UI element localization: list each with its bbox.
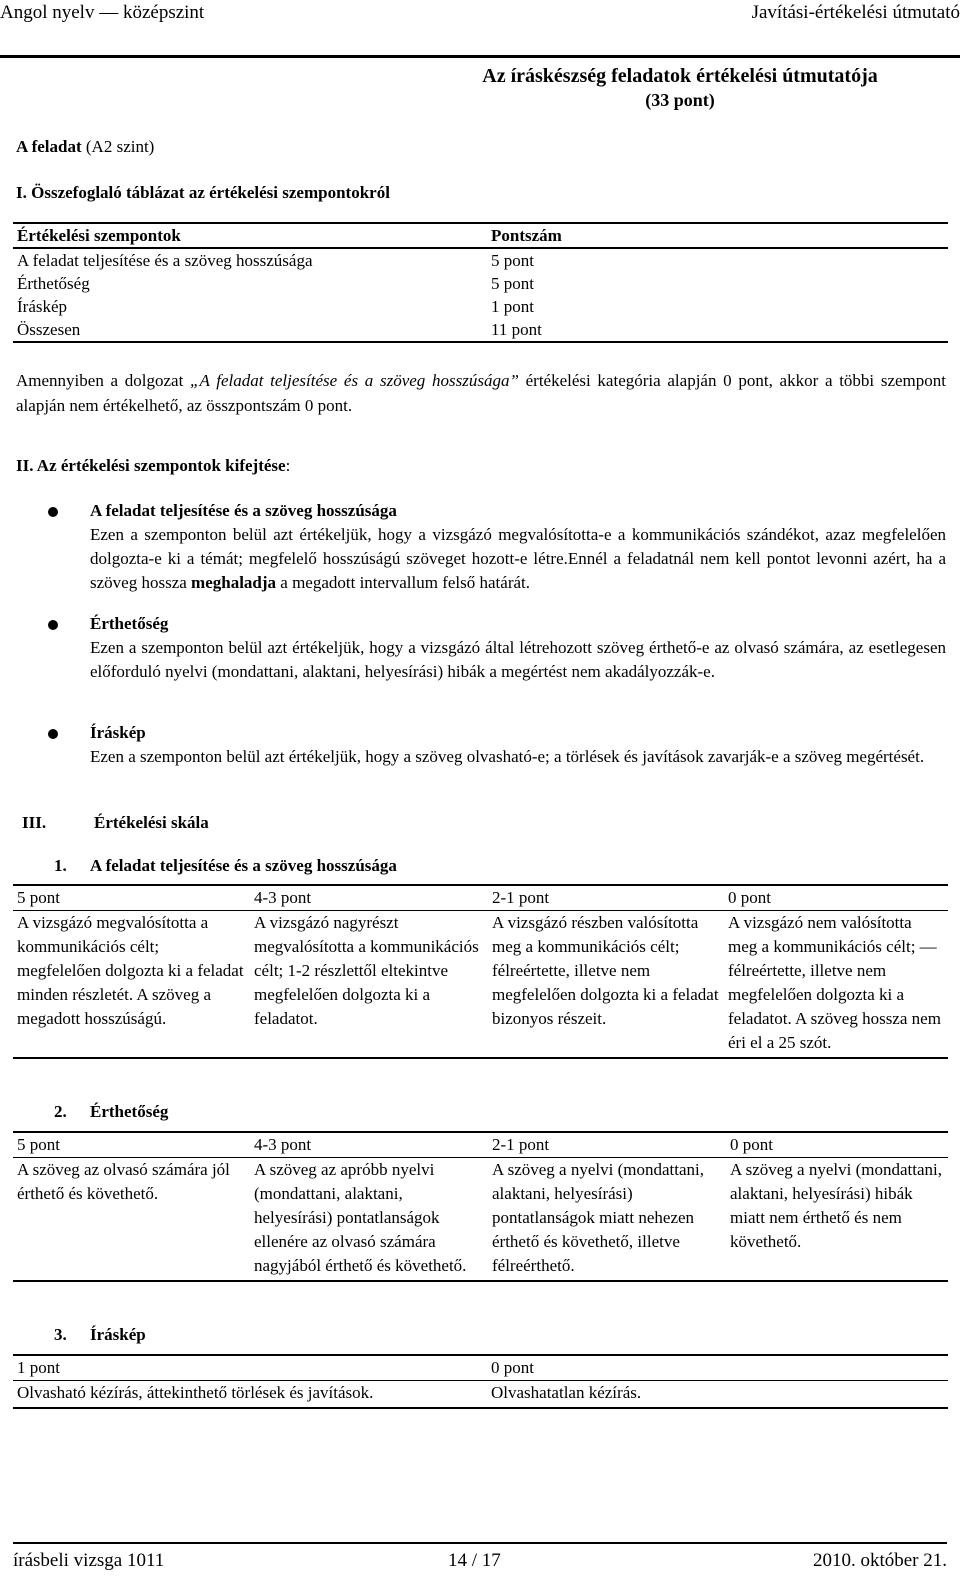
section-2-title [16, 455, 290, 477]
criterion-handwriting [90, 721, 946, 769]
section-2-colon: : [285, 456, 291, 475]
score-header: 2-1 pont [488, 885, 724, 911]
score-header: 5 pont [13, 1132, 250, 1158]
criterion-points: 1 pont [491, 297, 534, 316]
scale-2-title: Érthetőség [90, 1102, 169, 1121]
score-description: A szöveg a nyelvi (mondattani, alaktani, helyesírási) hibák miatt nem érthető és nem követhető. [726, 1158, 948, 1282]
title-points: (33 pont) [645, 90, 715, 110]
footer-rule [13, 1542, 947, 1544]
criterion-task-fulfilment [90, 499, 946, 595]
scale-description-row [13, 1158, 948, 1282]
criterion-title: Íráskép [90, 723, 146, 742]
total-points: 11 pont [487, 318, 948, 342]
section-3-title: Értékelési skála [94, 813, 209, 832]
scale-1-table [13, 884, 948, 1059]
task-label-level: (A2 szint) [81, 137, 155, 156]
section-3-number: III. [22, 813, 47, 832]
score-description: A vizsgázó nem valósította meg a kommunikációs célt; — félreértette, illetve nem megfelelően dolgozta ki a feladatot. A szöveg hossza nem éri el a 25 szót. [724, 911, 948, 1059]
bullet-icon [48, 507, 58, 517]
table-row [13, 248, 948, 272]
score-header: 1 pont [13, 1355, 487, 1381]
score-header: 0 pont [726, 1132, 948, 1158]
section-1-title: I. Összefoglaló táblázat az értékelési szempontokról [16, 183, 390, 202]
score-description: Olvashatatlan kézírás. [487, 1381, 948, 1409]
summary-table-header [13, 223, 948, 248]
note-text-end: értékelési kategória alapján 0 pont, akkor a többi szempont alapján nem értékelhető, az összpontszám 0 pont. [16, 371, 946, 415]
scale-3-table [13, 1354, 948, 1409]
summary-table [13, 222, 948, 343]
criterion-points: 5 pont [491, 274, 534, 293]
table-total-row [13, 318, 948, 342]
criterion-text-end: a megadott intervallum felső határát. [276, 573, 530, 592]
criterion-comprehensibility [90, 612, 946, 684]
score-description: A szöveg a nyelvi (mondattani, alaktani, helyesírási) pontatlanságok miatt nehezen érthető és követhető, illetve félreérthető. [488, 1158, 726, 1282]
table-row [13, 295, 948, 318]
scale-1-number: 1. [54, 856, 67, 875]
criterion-text: Ezen a szemponton belül azt értékeljük, hogy a vizsgázó megvalósította-e a kommunikációs szándékot, azaz megfelelően dolgozta-e ki a témát; megfelelő hosszúságú szöveget hozott-e létre.Ennél a feladatnál nem kell pontot levonni azért, ha a szöveg hossza [90, 525, 946, 592]
footer-page-number: 14 / 17 [448, 1550, 501, 1571]
section-2-title-bold: II. Az értékelési szempontok kifejtése [16, 456, 286, 475]
page-header [0, 0, 960, 64]
header-points: Pontszám [487, 223, 948, 248]
footer-exam-id: írásbeli vizsga 1011 [13, 1550, 165, 1571]
score-description: Olvasható kézírás, áttekinthető törlések és javítások. [13, 1381, 487, 1409]
bullet-icon [48, 620, 58, 630]
task-label [16, 136, 154, 158]
score-header: 0 pont [724, 885, 948, 911]
note-text-start: Amennyiben a dolgozat [16, 371, 191, 390]
score-header: 4-3 pont [250, 1132, 488, 1158]
note-italic-criterion: „A feladat teljesítése és a szöveg hosszúsága” [190, 371, 519, 390]
task-label-bold: A feladat [16, 137, 82, 156]
score-description: A vizsgázó nagyrészt megvalósította a kommunikációs célt; 1-2 részlettől eltekintve megfelelően dolgozta ki a feladatot. [250, 911, 488, 1059]
footer-date: 2010. október 21. [812, 1550, 947, 1571]
criterion-text-bold: meghaladja [191, 573, 277, 592]
scale-description-row [13, 911, 948, 1059]
criterion-text: Ezen a szemponton belül azt értékeljük, hogy a vizsgázó által létrehozott szöveg érthető-e az olvasó számára, az esetlegesen előforduló nyelvi (mondattani, alaktani, helyesírási) hibák a megértést nem akadályozzák-e. [90, 638, 946, 681]
criterion-points: 5 pont [491, 251, 534, 270]
total-label: Összesen [13, 318, 487, 342]
scale-header-row [13, 1355, 948, 1381]
criterion-text: Ezen a szemponton belül azt értékeljük, hogy a szöveg olvasható-e; a törlések és javítások zavarják-e a szöveg megértését. [90, 747, 925, 766]
page-title [0, 63, 960, 112]
score-description: A szöveg az apróbb nyelvi (mondattani, alaktani, helyesírási) pontatlanságok ellenére az olvasó számára nagyjából érthető és követhető. [250, 1158, 488, 1282]
criterion-title: Érthetőség [90, 614, 169, 633]
score-description: A vizsgázó megvalósította a kommunikációs célt; megfelelően dolgozta ki a feladat minden részletét. A szöveg a megadott hosszúságú. [13, 911, 250, 1059]
criterion-name: A feladat teljesítése és a szöveg hosszúsága [17, 251, 313, 270]
criterion-name: Íráskép [17, 297, 68, 316]
score-header: 4-3 pont [250, 885, 488, 911]
header-guide-title: Javítási-értékelési útmutató [751, 2, 960, 23]
score-description: A szöveg az olvasó számára jól érthető és követhető. [13, 1158, 250, 1282]
score-header: 0 pont [487, 1355, 948, 1381]
scale-3-number: 3. [54, 1325, 67, 1344]
score-description: A vizsgázó részben valósította meg a kommunikációs célt; félreértette, illetve nem megfelelően dolgozta ki a feladat bizonyos részeit. [488, 911, 724, 1059]
score-header: 5 pont [13, 885, 250, 911]
scale-description-row [13, 1381, 948, 1409]
scale-header-row [13, 1132, 948, 1158]
scale-3-title: Íráskép [90, 1325, 146, 1344]
header-rule [0, 55, 960, 58]
criterion-name: Érthetőség [17, 274, 90, 293]
header-criteria: Értékelési szempontok [13, 223, 487, 248]
scale-1-title: A feladat teljesítése és a szöveg hosszúsága [90, 856, 397, 875]
header-subject: Angol nyelv — középszint [0, 2, 205, 23]
zero-points-note [16, 368, 946, 418]
bullet-icon [48, 729, 58, 739]
table-row [13, 272, 948, 295]
title-line-1: Az íráskészség feladatok értékelési útmutatója [482, 65, 878, 87]
scale-header-row [13, 885, 948, 911]
scale-2-number: 2. [54, 1102, 67, 1121]
score-header: 2-1 pont [488, 1132, 726, 1158]
scale-2-table [13, 1131, 948, 1282]
criterion-title: A feladat teljesítése és a szöveg hosszúsága [90, 501, 397, 520]
